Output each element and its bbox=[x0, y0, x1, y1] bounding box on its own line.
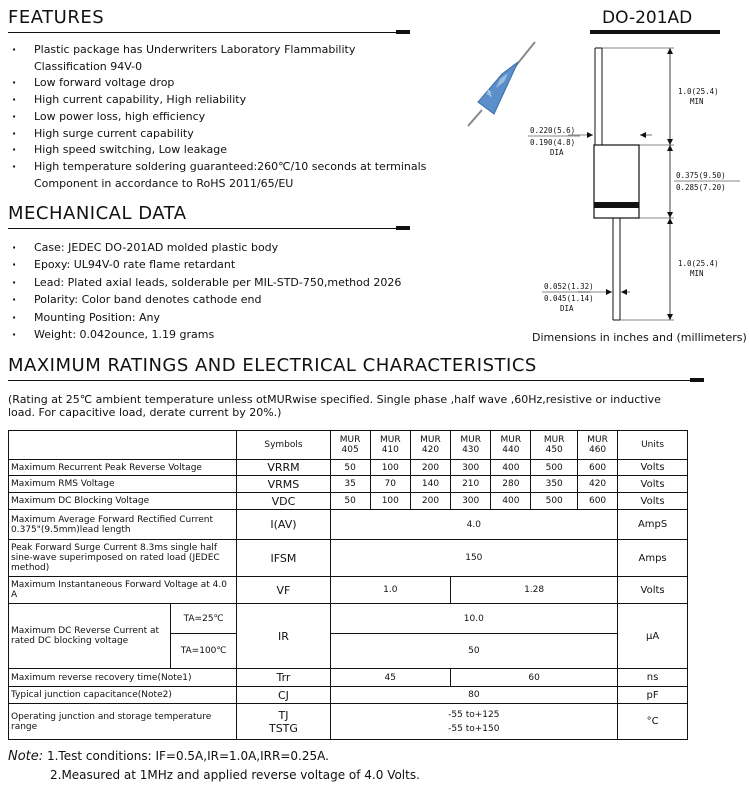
list-item: · Plastic package has Underwriters Laboratory Flammability bbox=[10, 42, 426, 59]
ratings-underline bbox=[8, 380, 702, 381]
note-1: 1.Test conditions: IF=0.5A,IR=1.0A,IRR=0.25A. bbox=[46, 749, 329, 763]
list-item: Classification 94V-0 bbox=[34, 59, 143, 73]
ratings-underline-bar bbox=[690, 378, 704, 382]
table-row: Typical junction capacitance(Note2) CJ 80 pF bbox=[9, 687, 688, 704]
model-header: MUR 450 bbox=[531, 431, 578, 460]
list-item: · High speed switching, Low leakage bbox=[10, 142, 426, 159]
package-caption: Dimensions in inches and (millimeters) bbox=[532, 331, 747, 344]
list-item: Component in accordance to RoHS 2011/65/EU bbox=[34, 176, 294, 190]
dim-lead-dia-3: DIA bbox=[560, 304, 574, 313]
features-list bbox=[10, 42, 426, 192]
mechanical-underline bbox=[8, 228, 408, 229]
list-item: · Low power loss, high efficiency bbox=[10, 109, 426, 126]
dim-lead-bot-2: MIN bbox=[690, 269, 704, 278]
dim-lead-dia-2: 0.045(1.14) bbox=[544, 294, 594, 303]
package-drawing bbox=[450, 30, 750, 350]
table-row: Maximum Average Forward Rectified Current 0.375"(9.5mm)lead length I(AV) 4.0 AmpS bbox=[9, 510, 688, 540]
dim-lead-top-2: MIN bbox=[690, 97, 704, 106]
symbols-header: Symbols bbox=[237, 431, 330, 460]
dim-lead-top-1: 1.0(25.4) bbox=[678, 87, 719, 96]
table-row: Maximum Recurrent Peak Reverse Voltage VRRM 50 100 200 300 400 500 600 Volts bbox=[9, 460, 688, 476]
list-item: · Epoxy: UL94V-0 rate flame retardant bbox=[10, 256, 401, 273]
list-item: · Case: JEDEC DO-201AD molded plastic body bbox=[10, 239, 401, 256]
dim-lead-bot-1: 1.0(25.4) bbox=[678, 259, 719, 268]
table-row: Maximum reverse recovery time(Note1) Trr 45 60 ns bbox=[9, 669, 688, 687]
features-underline bbox=[8, 32, 408, 33]
ratings-table bbox=[8, 430, 688, 740]
dim-body-dia-1: 0.220(5.6) bbox=[530, 126, 576, 135]
mechanical-title: MECHANICAL DATA bbox=[8, 203, 187, 224]
model-header: MUR 440 bbox=[491, 431, 531, 460]
table-row: Maximum RMS Voltage VRMS 35 70 140 210 280 350 420 Volts bbox=[9, 476, 688, 493]
list-item: · High temperature soldering guaranteed:260℃/10 seconds at terminals bbox=[10, 159, 426, 176]
model-header: MUR 420 bbox=[410, 431, 450, 460]
features-underline-bar bbox=[396, 30, 410, 34]
list-item: · Weight: 0.042ounce, 1.19 grams bbox=[10, 326, 401, 343]
list-item: · Mounting Position: Any bbox=[10, 309, 401, 326]
dim-body-len-1: 0.375(9.50) bbox=[676, 171, 726, 180]
model-header: MUR 460 bbox=[577, 431, 617, 460]
note-2: 2.Measured at 1MHz and applied reverse voltage of 4.0 Volts. bbox=[50, 768, 420, 782]
notes bbox=[8, 749, 329, 764]
mechanical-list bbox=[10, 239, 401, 343]
notes-label: Note: bbox=[8, 749, 44, 764]
list-item: · Low forward voltage drop bbox=[10, 75, 426, 92]
model-header: MUR 410 bbox=[370, 431, 410, 460]
model-header: MUR 430 bbox=[451, 431, 491, 460]
table-row: Maximum Instantaneous Forward Voltage at 4.0 A VF 1.0 1.28 Volts bbox=[9, 577, 688, 604]
table-row: Operating junction and storage temperature range TJ TSTG -55 to+125 -55 to+150 °C bbox=[9, 704, 688, 740]
ratings-title: MAXIMUM RATINGS AND ELECTRICAL CHARACTERISTICS bbox=[8, 355, 537, 376]
table-row: TA=100℃ 50 bbox=[9, 634, 688, 669]
dim-lead-dia-1: 0.052(1.32) bbox=[544, 282, 594, 291]
dim-body-len-2: 0.285(7.20) bbox=[676, 183, 726, 192]
table-header-row bbox=[9, 431, 688, 460]
ratings-note-2: load. For capacitive load, derate current by 20%.) bbox=[8, 406, 282, 419]
list-item: · Polarity: Color band denotes cathode end bbox=[10, 291, 401, 308]
mechanical-underline-bar bbox=[396, 226, 410, 230]
table-row: Peak Forward Surge Current 8.3ms single half sine-wave superimposed on rated load (JEDEC method) IFSM 150 Amps bbox=[9, 540, 688, 577]
list-item: · Lead: Plated axial leads, solderable per MIL-STD-750,method 2026 bbox=[10, 274, 401, 291]
features-title: FEATURES bbox=[8, 7, 105, 28]
package-title: DO-201AD bbox=[602, 8, 693, 28]
model-header: MUR 405 bbox=[330, 431, 370, 460]
list-item: · High surge current capability bbox=[10, 126, 426, 143]
table-row: Maximum DC Reverse Current at rated DC blocking voltage TA=25℃ IR 10.0 μA bbox=[9, 604, 688, 634]
dim-body-dia-3: DIA bbox=[550, 148, 564, 157]
list-item: · High current capability, High reliability bbox=[10, 92, 426, 109]
units-header: Units bbox=[618, 431, 688, 460]
table-row: Maximum DC Blocking Voltage VDC 50 100 200 300 400 500 600 Volts bbox=[9, 493, 688, 510]
dim-body-dia-2: 0.190(4.8) bbox=[530, 138, 576, 147]
diode-3d-icon bbox=[468, 42, 535, 126]
diode-body-label: JF bbox=[485, 88, 495, 97]
ratings-note-1: (Rating at 25℃ ambient temperature unless otMURwise specified. Single phase ,half wave ,60Hz,resistive or inductive bbox=[8, 393, 661, 406]
